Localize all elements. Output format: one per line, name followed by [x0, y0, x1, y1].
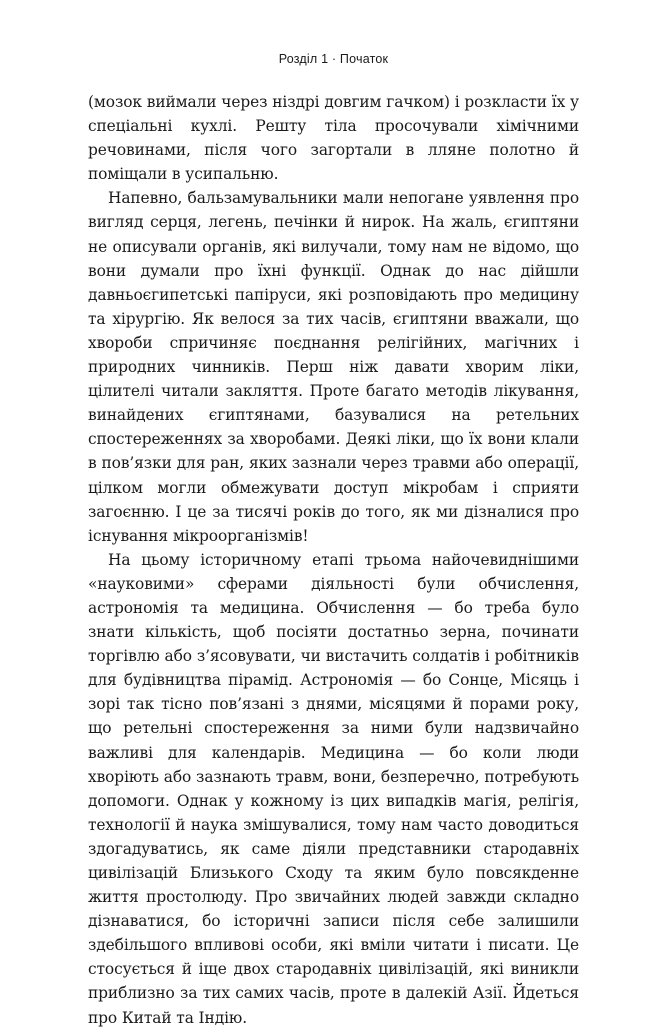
paragraph-sciences: На цьому історичному етапі трьома найочевиднішими «науковими» сферами діяльності були обчислення, астрономія та медицина. Обчислення — бо треба було знати кількість, щоб посіяти достатньо зерна, починати торгівлю або з’ясовувати, чи вистачить солдатів і робітників для будівництва пірамід. Астрономія — бо Сонце, Місяць і зорі так тісно пов’язані з днями, місяцями й порами року, що ретельні спостереження за ними були надзвичайно важливі для календарів. Медицина — бо коли люди хворіють або зазнають травм, вони, безперечно, потребують допомоги. Однак у кожному із цих випадків магія, релігія, технології й наука змішувалися, тому нам часто доводиться здогадуватись, як саме діяли представники стародавніх цивілізацій Близького Сходу та яким було повсякденне життя простолюду. Про звичайних людей завжди складно дізнаватися, бо історичні записи після себе залишили здебільшого впливові особи, які вміли читати і писати. Це стосується й іще двох стародавніх цивілізацій, які виникли приблизно за тих самих часів, проте в далекій Азії. Йдеться про Китай та Індію. — [88, 550, 579, 1027]
paragraph-embalmers: Напевно, бальзамувальники мали непогане уявлення про вигляд серця, легень, печінки й нирок. На жаль, єгиптяни не описували органів, які вилучали, тому нам не відомо, що вони думали про їхні функції. Однак до нас дійшли давньоєгипетські папіруси, які розповідають про медицину та хірургію. Як велося за тих часів, єгиптяни вважали, що хвороби спричиняє поєднання релігійних, магічних і природних чинників. Перш ніж давати хворим ліки, цілителі читали закляття. Проте багато методів лікування, винайдених єгиптянами, базувалися на ретельних спостереженнях за хворобами. Деякі ліки, що їх вони клали в пов’язки для ран, яких зазнали через травми або операції, цілком могли обмежувати доступ мікробам і сприяти загоєнню. І це за тисячі років до того, як ми дізналися про існування мікроорганізмів! — [88, 189, 579, 545]
paragraph-continuation: (мозок виймали через ніздрі довгим гачком) і розкласти їх у спеціальні кухлі. Решту тіла просочували хімічними речовинами, після чого загортали в лляне полотно й поміщали в усипальню. — [88, 93, 579, 184]
body-text — [88, 90, 579, 1030]
running-head: Розділ 1 · Початок — [278, 52, 389, 66]
